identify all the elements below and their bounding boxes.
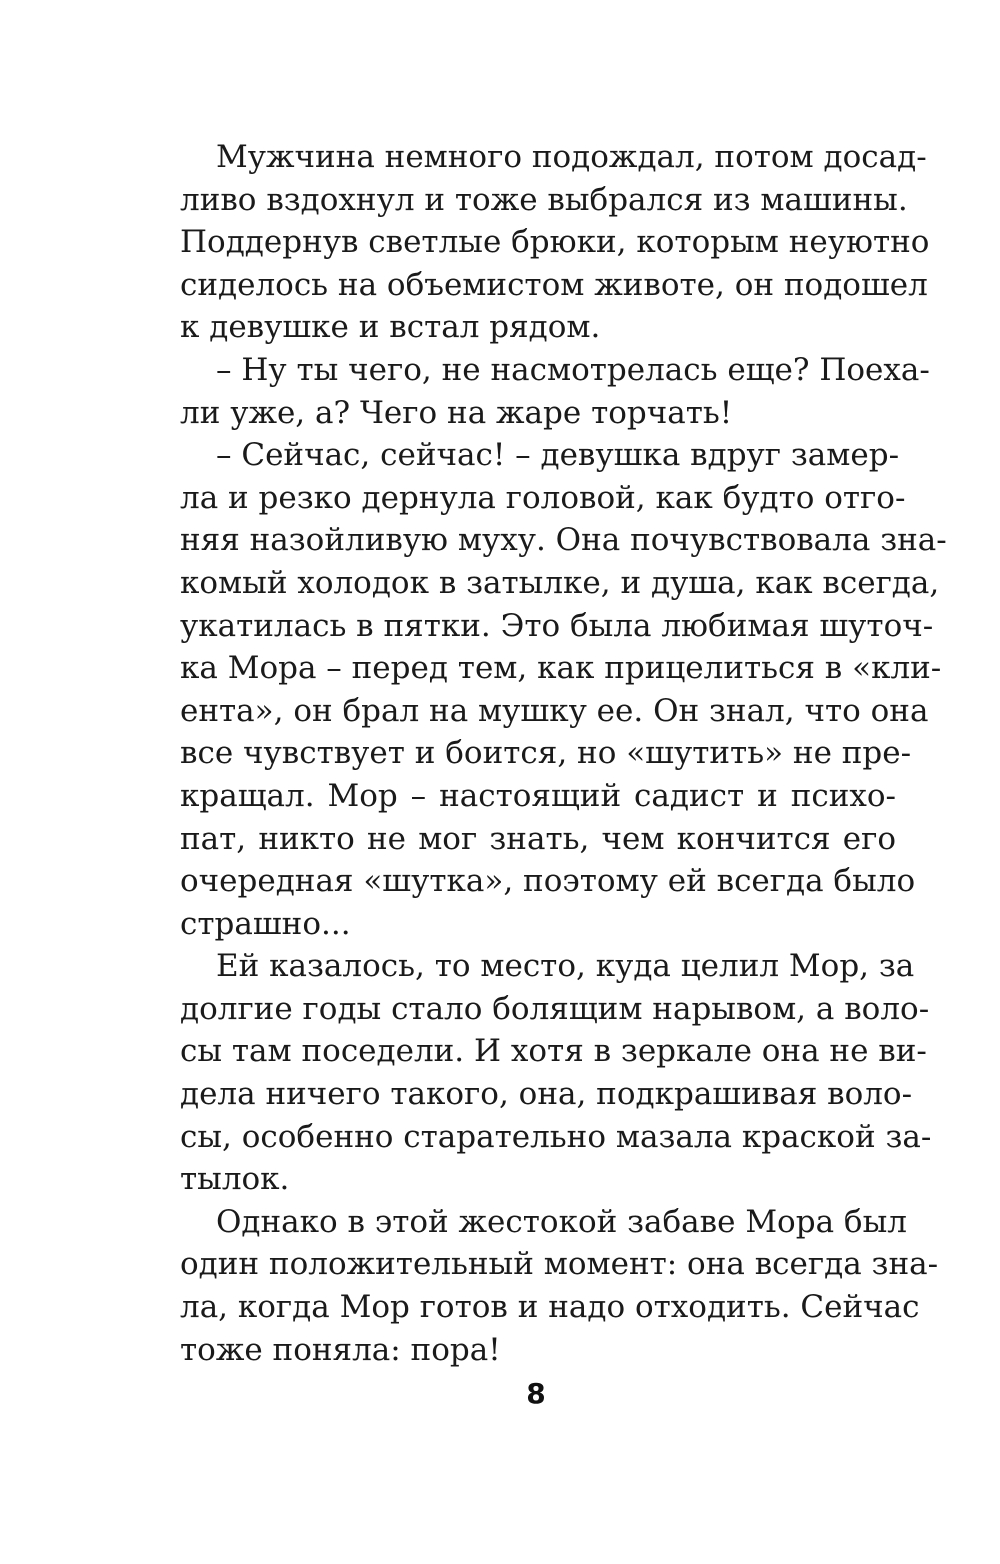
text-line: дела ничего такого, она, подкрашивая воло-: [180, 1076, 913, 1113]
paragraph: [180, 349, 930, 434]
text-line: один положительный момент: она всегда зна-: [180, 1246, 939, 1283]
text-line: няя назойливую муху. Она почувствовала зна-: [180, 522, 947, 559]
text-line: долгие годы стало болящим нарывом, а воло-: [180, 990, 930, 1027]
paragraph: [180, 136, 930, 349]
text-line: сы там поседели. И хотя в зеркале она не ви-: [180, 1033, 927, 1070]
text-line: ла, когда Мор готов и надо отходить. Сейчас: [180, 1289, 920, 1326]
text-line: страшно...: [180, 905, 351, 942]
text-line: сы, особенно старательно мазала краской за-: [180, 1118, 932, 1155]
text-line: тоже поняла: пора!: [180, 1331, 501, 1368]
text-line: Однако в этой жестокой забаве Мора был: [216, 1203, 907, 1240]
text-line: ента», он брал на мушку ее. Он знал, что она: [180, 692, 929, 729]
text-line: ли уже, а? Чего на жаре торчать!: [180, 394, 733, 431]
text-line: ливо вздохнул и тоже выбрался из машины.: [180, 181, 908, 218]
text-line: пат, никто не мог знать, чем кончится его: [180, 820, 896, 857]
paragraph: [180, 945, 932, 1201]
text-line: ка Мора – перед тем, как прицелиться в «кли-: [180, 650, 942, 687]
text-line: сиделось на объемистом животе, он подошел: [180, 266, 928, 303]
paragraph: [180, 434, 947, 945]
text-line: к девушке и встал рядом.: [180, 309, 601, 346]
text-line: все чувствует и боится, но «шутить» не пре-: [180, 735, 912, 772]
body-text: [180, 136, 947, 1371]
text-line: Мужчина немного подождал, потом досад-: [216, 139, 927, 175]
paragraph: [180, 1201, 939, 1371]
text-line: комый холодок в затылке, и душа, как всегда,: [180, 564, 940, 601]
page-number: 8: [526, 1377, 546, 1410]
text-line: ла и резко дернула головой, как будто отго-: [180, 479, 906, 516]
text-line: – Ну ты чего, не насмотрелась еще? Поеха-: [216, 351, 930, 388]
text-line: – Сейчас, сейчас! – девушка вдруг замер-: [216, 437, 900, 474]
text-line: Ей казалось, то место, куда целил Мор, за: [216, 948, 915, 985]
text-line: кращал. Мор – настоящий садист и психо-: [180, 777, 896, 814]
text-line: тылок.: [180, 1161, 290, 1198]
text-line: укатилась в пятки. Это была любимая шуточ-: [180, 607, 934, 644]
text-line: очередная «шутка», поэтому ей всегда было: [180, 863, 916, 900]
text-line: Поддернув светлые брюки, которым неуютно: [180, 224, 930, 261]
